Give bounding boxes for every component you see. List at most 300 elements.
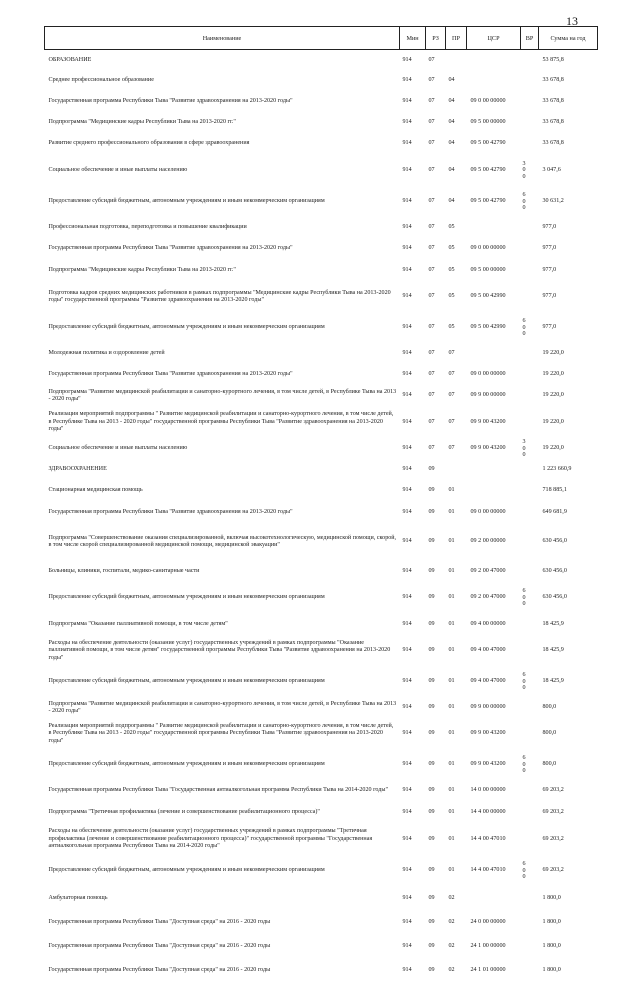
cell-sum: 69 203,2 <box>542 787 564 794</box>
cell-sum: 3 047,6 <box>542 166 561 173</box>
cell-name: Подпрограмма "Третичная профилактика (лечение и совершенствование реабилитационного процесса)" <box>48 808 320 815</box>
cell-vr <box>521 218 539 239</box>
table-row <box>45 113 598 134</box>
table-row <box>45 719 598 750</box>
cell-vr <box>521 802 539 824</box>
cell-vr <box>521 935 539 959</box>
header-sum: Сумма на год <box>539 27 598 50</box>
cell-rz: 07 <box>428 245 435 252</box>
cell-name: Государственная программа Республики Тыва "Доступная среда" на 2016 - 2020 годы <box>48 918 271 925</box>
cell-pr: 07 <box>448 418 455 425</box>
cell-pr: 05 <box>448 293 455 300</box>
cell-rz: 09 <box>428 835 435 842</box>
cell-name: Государственная программа Республики Тыва "Развитие здравоохранения на 2013-2020 годы" <box>48 98 293 105</box>
header-csr: ЦСР <box>467 27 521 50</box>
cell-pr: 01 <box>448 808 455 815</box>
cell-min: 914 <box>402 567 412 574</box>
cell-csr: 09 4 00 00000 <box>470 620 506 627</box>
table-row <box>45 502 598 524</box>
cell-sum: 19 220,0 <box>542 350 564 357</box>
cell-csr: 09 5 00 42990 <box>470 293 506 300</box>
cell-name: Молодежная политика и оздоровление детей <box>48 350 165 357</box>
cell-csr <box>467 481 521 502</box>
cell-rz: 09 <box>428 730 435 737</box>
cell-rz: 09 <box>428 787 435 794</box>
cell-sum: 977,0 <box>542 324 557 331</box>
cell-vr <box>521 698 539 719</box>
cell-csr <box>467 71 521 92</box>
cell-min: 914 <box>402 487 412 494</box>
cell-min: 914 <box>402 445 412 452</box>
cell-min: 914 <box>402 808 412 815</box>
cell-vr <box>521 113 539 134</box>
cell-pr: 05 <box>448 245 455 252</box>
cell-pr <box>446 460 467 481</box>
cell-pr: 01 <box>448 761 455 768</box>
cell-name: Предоставление субсидий бюджетным, автономным учреждениям и иным некоммерческим организациям <box>48 594 325 601</box>
table-row <box>45 583 598 614</box>
table-row <box>45 959 598 983</box>
cell-csr: 14 4 00 00000 <box>470 808 506 815</box>
cell-pr: 02 <box>448 966 455 973</box>
cell-csr <box>467 218 521 239</box>
cell-pr: 04 <box>448 140 455 147</box>
cell-vr <box>521 502 539 524</box>
cell-rz: 07 <box>428 140 435 147</box>
cell-name: Подпрограмма "Медицинские кадры Республики Тыва на 2013-2020 гг." <box>48 119 236 126</box>
cell-csr: 09 9 00 00000 <box>470 392 506 399</box>
table-row <box>45 386 598 407</box>
cell-name: Социальное обеспечение и иные выплаты населению <box>48 445 188 452</box>
header-vr: ВР <box>521 27 539 50</box>
table-row <box>45 667 598 698</box>
cell-csr: 09 0 00 00000 <box>470 98 506 105</box>
budget-table-container <box>44 26 597 983</box>
cell-min: 914 <box>402 942 412 949</box>
table-row <box>45 282 598 313</box>
cell-sum: 69 203,2 <box>542 867 564 874</box>
cell-sum: 69 203,2 <box>542 835 564 842</box>
table-row <box>45 92 598 113</box>
cell-min: 914 <box>402 56 412 63</box>
cell-min: 914 <box>402 140 412 147</box>
table-row <box>45 856 598 887</box>
cell-name: Подпрограмма "Медицинские кадры Республики Тыва на 2013-2020 гг." <box>48 266 236 273</box>
cell-pr: 04 <box>448 198 455 205</box>
cell-name: Государственная программа Республики Тыва "Доступная среда" на 2016 - 2020 годы <box>48 942 271 949</box>
cell-vr <box>521 386 539 407</box>
cell-vr: 600 <box>522 318 526 338</box>
cell-sum: 630 456,0 <box>542 538 567 545</box>
table-row <box>45 344 598 365</box>
cell-pr: 02 <box>448 894 455 901</box>
cell-csr: 09 9 00 43200 <box>470 730 506 737</box>
table-row <box>45 239 598 260</box>
cell-min: 914 <box>402 894 412 901</box>
cell-csr: 14 4 00 47010 <box>470 867 506 874</box>
cell-min: 914 <box>402 538 412 545</box>
cell-pr: 05 <box>448 324 455 331</box>
cell-name: Государственная программа Республики Тыва "Развитие здравоохранения на 2013-2020 годы" <box>48 508 293 515</box>
cell-rz: 07 <box>428 324 435 331</box>
cell-pr: 04 <box>448 119 455 126</box>
table-row <box>45 260 598 282</box>
table-body <box>45 50 598 983</box>
cell-pr: 01 <box>448 704 455 711</box>
cell-sum: 800,0 <box>542 761 557 768</box>
cell-sum: 977,0 <box>542 245 557 252</box>
cell-rz: 09 <box>428 761 435 768</box>
cell-name: Социальное обеспечение и иные выплаты населению <box>48 166 188 173</box>
cell-csr: 09 5 00 42790 <box>470 198 506 205</box>
table-row <box>45 481 598 502</box>
cell-pr <box>446 50 467 71</box>
cell-vr <box>521 50 539 71</box>
table-row <box>45 561 598 583</box>
cell-rz: 09 <box>428 704 435 711</box>
cell-sum: 1 800,0 <box>542 918 561 925</box>
cell-sum: 1 800,0 <box>542 966 561 973</box>
cell-csr: 24 1 01 00000 <box>470 966 506 973</box>
cell-rz: 09 <box>428 466 435 473</box>
cell-csr: 09 5 00 42790 <box>470 166 506 173</box>
cell-name: Реализация мероприятий подпрограммы " Развитие медицинской реабилитации и санаторно-курортного лечения, в том числе детей, в Республике Тыва на 2013 - 2020 годы" государственной программы Республики Тыва "Развитие здравоохранения на 2013-2020 годы" <box>48 411 394 433</box>
table-row <box>45 781 598 802</box>
cell-csr: 09 2 00 47000 <box>470 594 506 601</box>
cell-sum: 19 220,0 <box>542 392 564 399</box>
cell-min: 914 <box>402 678 412 685</box>
cell-rz: 09 <box>428 508 435 515</box>
cell-sum: 1 800,0 <box>542 894 561 901</box>
cell-sum: 800,0 <box>542 704 557 711</box>
cell-pr: 07 <box>448 350 455 357</box>
cell-min: 914 <box>402 704 412 711</box>
cell-csr: 09 5 00 00000 <box>470 119 506 126</box>
cell-min: 914 <box>402 594 412 601</box>
cell-name: Подпрограмма "Развитие медицинской реабилитации и санаторно-курортного лечения, в том числе детей, в Республике Тыва на 2013 - 2020 годы" <box>48 388 397 402</box>
cell-sum: 69 203,2 <box>542 808 564 815</box>
cell-vr: 600 <box>522 192 526 212</box>
cell-name: Среднее профессиональное образование <box>48 77 154 84</box>
cell-rz: 09 <box>428 487 435 494</box>
cell-min: 914 <box>402 508 412 515</box>
cell-name: Государственная программа Республики Тыва "Развитие здравоохранения на 2013-2020 годы" <box>48 371 293 378</box>
cell-vr <box>521 344 539 365</box>
cell-name: Подпрограмма "Оказание паллиативной помощи, в том числе детям" <box>48 620 228 627</box>
cell-name: Предоставление субсидий бюджетным, автономным учреждениям и иным некоммерческим организациям <box>48 198 325 205</box>
cell-min: 914 <box>402 350 412 357</box>
cell-sum: 977,0 <box>542 224 557 231</box>
cell-rz: 09 <box>428 538 435 545</box>
cell-csr: 09 5 00 00000 <box>470 266 506 273</box>
cell-name: Подготовка кадров средних медицинских работников в рамках подпрограммы "Медицинские кадры Республики Тыва на 2013-2020 годы" государственной программы "Развитие здравоохранения на 2013-2020 годы" <box>48 289 391 303</box>
cell-csr: 09 9 00 00000 <box>470 704 506 711</box>
cell-csr: 09 9 00 43200 <box>470 418 506 425</box>
header-pr: ПР <box>446 27 467 50</box>
cell-rz: 07 <box>428 266 435 273</box>
cell-rz: 07 <box>428 56 435 63</box>
table-row <box>45 50 598 71</box>
cell-vr <box>521 365 539 386</box>
cell-vr <box>521 71 539 92</box>
cell-pr: 01 <box>448 678 455 685</box>
cell-vr: 600 <box>522 588 526 608</box>
cell-min: 914 <box>402 166 412 173</box>
cell-vr <box>521 887 539 911</box>
cell-csr: 09 9 00 43200 <box>470 445 506 452</box>
cell-sum: 53 875,8 <box>542 56 564 63</box>
cell-pr: 01 <box>448 835 455 842</box>
cell-csr: 09 5 00 42790 <box>470 140 506 147</box>
cell-name: Расходы на обеспечение деятельности (оказание услуг) государственных учреждений в рамках подпрограммы "Оказание паллиативной помощи, в том числе детям" государственной программы Республики Тыва "Развитие здравоохранения на 2013-2020 годы" <box>48 639 391 661</box>
cell-sum: 977,0 <box>542 293 557 300</box>
cell-vr <box>521 719 539 750</box>
page-number: 13 <box>566 14 578 28</box>
cell-sum: 18 425,9 <box>542 678 564 685</box>
cell-sum: 33 678,8 <box>542 140 564 147</box>
cell-csr: 09 0 00 00000 <box>470 508 506 515</box>
cell-name: Расходы на обеспечение деятельности (оказание услуг) государственных учреждений в рамках подпрограммы "Третичная профилактика (лечение и совершенствование реабилитационного процесса)" государственной программы "Государственная антиалкогольная программа Республики Тыва на 2014-2020 годы" <box>48 828 373 850</box>
cell-name: Предоставление субсидий бюджетным, автономным учреждениям и иным некоммерческим организациям <box>48 678 325 685</box>
table-row <box>45 155 598 187</box>
table-row <box>45 460 598 481</box>
cell-vr: 600 <box>522 861 526 881</box>
cell-rz: 07 <box>428 350 435 357</box>
cell-sum: 30 631,2 <box>542 198 564 205</box>
cell-sum: 800,0 <box>542 730 557 737</box>
table-row <box>45 824 598 856</box>
cell-vr <box>521 824 539 856</box>
cell-min: 914 <box>402 620 412 627</box>
cell-pr: 02 <box>448 918 455 925</box>
cell-vr <box>521 282 539 313</box>
table-row <box>45 313 598 344</box>
table-row <box>45 636 598 667</box>
cell-min: 914 <box>402 966 412 973</box>
table-row <box>45 911 598 935</box>
cell-vr <box>521 92 539 113</box>
cell-csr: 09 0 00 00000 <box>470 245 506 252</box>
cell-csr <box>467 887 521 911</box>
cell-min: 914 <box>402 293 412 300</box>
cell-rz: 07 <box>428 392 435 399</box>
table-row <box>45 187 598 218</box>
cell-vr: 600 <box>522 672 526 692</box>
cell-vr <box>521 239 539 260</box>
cell-rz: 09 <box>428 942 435 949</box>
table-row <box>45 750 598 781</box>
cell-sum: 718 885,1 <box>542 487 567 494</box>
cell-min: 914 <box>402 224 412 231</box>
cell-name: Государственная программа Республики Тыва "Доступная среда" на 2016 - 2020 годы <box>48 966 271 973</box>
header-rz: РЗ <box>426 27 446 50</box>
table-row <box>45 439 598 460</box>
cell-min: 914 <box>402 198 412 205</box>
table-row <box>45 218 598 239</box>
cell-rz: 09 <box>428 966 435 973</box>
cell-vr: 600 <box>522 755 526 775</box>
cell-csr: 09 4 00 47000 <box>470 647 506 654</box>
cell-min: 914 <box>402 392 412 399</box>
cell-rz: 07 <box>428 418 435 425</box>
cell-sum: 1 800,0 <box>542 942 561 949</box>
cell-vr <box>521 134 539 155</box>
cell-rz: 07 <box>428 77 435 84</box>
cell-rz: 09 <box>428 808 435 815</box>
cell-vr <box>521 407 539 439</box>
cell-rz: 09 <box>428 647 435 654</box>
cell-min: 914 <box>402 119 412 126</box>
cell-pr: 07 <box>448 371 455 378</box>
cell-min: 914 <box>402 98 412 105</box>
cell-csr: 09 0 00 00000 <box>470 371 506 378</box>
cell-min: 914 <box>402 918 412 925</box>
cell-sum: 630 456,0 <box>542 567 567 574</box>
cell-csr: 09 9 00 43200 <box>470 761 506 768</box>
cell-min: 914 <box>402 867 412 874</box>
table-row <box>45 614 598 636</box>
cell-rz: 07 <box>428 445 435 452</box>
cell-pr: 01 <box>448 508 455 515</box>
cell-rz: 09 <box>428 678 435 685</box>
cell-name: ОБРАЗОВАНИЕ <box>48 56 92 63</box>
cell-min: 914 <box>402 324 412 331</box>
cell-sum: 18 425,9 <box>542 647 564 654</box>
table-row <box>45 524 598 561</box>
cell-name: Государственная программа Республики Тыва "Развитие здравоохранения на 2013-2020 годы" <box>48 245 293 252</box>
cell-rz: 07 <box>428 98 435 105</box>
cell-pr: 07 <box>448 392 455 399</box>
cell-pr: 04 <box>448 77 455 84</box>
cell-min: 914 <box>402 245 412 252</box>
cell-pr: 02 <box>448 942 455 949</box>
cell-sum: 33 678,8 <box>542 119 564 126</box>
cell-vr <box>521 260 539 282</box>
cell-sum: 630 456,0 <box>542 594 567 601</box>
cell-pr: 01 <box>448 594 455 601</box>
cell-name: Подпрограмма "Совершенствование оказания специализированной, включая высокотехнологическую, медицинской помощи, скорой, в том числе скорой специализированной медицинской помощи, медицинской эвакуации" <box>48 534 397 548</box>
cell-sum: 33 678,8 <box>542 98 564 105</box>
cell-min: 914 <box>402 730 412 737</box>
cell-rz: 09 <box>428 620 435 627</box>
cell-name: ЗДРАВООХРАНЕНИЕ <box>48 466 107 473</box>
cell-pr: 07 <box>448 445 455 452</box>
table-header <box>45 27 598 50</box>
cell-rz: 09 <box>428 594 435 601</box>
cell-pr: 01 <box>448 730 455 737</box>
cell-min: 914 <box>402 787 412 794</box>
cell-pr: 01 <box>448 647 455 654</box>
cell-name: Предоставление субсидий бюджетным, автономным учреждениям и иным некоммерческим организациям <box>48 761 325 768</box>
cell-vr <box>521 781 539 802</box>
cell-csr: 09 2 00 00000 <box>470 538 506 545</box>
cell-sum: 33 678,8 <box>542 77 564 84</box>
cell-pr: 05 <box>448 266 455 273</box>
cell-min: 914 <box>402 466 412 473</box>
cell-pr: 01 <box>448 867 455 874</box>
cell-rz: 09 <box>428 567 435 574</box>
cell-min: 914 <box>402 371 412 378</box>
cell-vr <box>521 524 539 561</box>
cell-name: Развитие среднего профессионального образования в сфере здравоохранения <box>48 140 250 147</box>
cell-csr: 09 2 00 47000 <box>470 567 506 574</box>
cell-pr: 04 <box>448 98 455 105</box>
table-row <box>45 407 598 439</box>
cell-csr: 14 0 00 00000 <box>470 787 506 794</box>
cell-vr <box>521 614 539 636</box>
cell-pr: 04 <box>448 166 455 173</box>
budget-table <box>44 26 598 983</box>
cell-csr: 09 5 00 42990 <box>470 324 506 331</box>
cell-pr: 01 <box>448 787 455 794</box>
cell-pr: 01 <box>448 538 455 545</box>
cell-csr: 09 4 00 47000 <box>470 678 506 685</box>
cell-csr: 14 4 00 47010 <box>470 835 506 842</box>
table-row <box>45 802 598 824</box>
cell-csr: 24 0 00 00000 <box>470 918 506 925</box>
cell-sum: 19 220,0 <box>542 371 564 378</box>
cell-vr <box>521 959 539 983</box>
cell-rz: 07 <box>428 224 435 231</box>
cell-min: 914 <box>402 761 412 768</box>
cell-rz: 07 <box>428 198 435 205</box>
table-row <box>45 71 598 92</box>
cell-vr <box>521 636 539 667</box>
cell-name: Больницы, клиники, госпитали, медико-санитарные части <box>48 567 200 574</box>
table-row <box>45 935 598 959</box>
cell-min: 914 <box>402 418 412 425</box>
cell-min: 914 <box>402 835 412 842</box>
cell-name: Государственная программа Республики Тыва "Государственная антиалкогольная программа Республики Тыва на 2014-2020 годы" <box>48 787 388 794</box>
table-row <box>45 134 598 155</box>
cell-rz: 07 <box>428 371 435 378</box>
cell-csr <box>467 50 521 71</box>
cell-vr: 300 <box>522 439 526 459</box>
table-row <box>45 887 598 911</box>
cell-sum: 649 681,9 <box>542 508 567 515</box>
cell-name: Предоставление субсидий бюджетным, автономным учреждениям и иным некоммерческим организациям <box>48 324 325 331</box>
cell-pr: 05 <box>448 224 455 231</box>
cell-sum: 977,0 <box>542 266 557 273</box>
cell-name: Реализация мероприятий подпрограммы " Развитие медицинской реабилитации и санаторно-курортного лечения, в том числе детей, в Республике Тыва на 2013 - 2020 годы" государственной программы Республики Тыва "Развитие здравоохранения на 2013-2020 годы" <box>48 722 394 744</box>
cell-sum: 18 425,9 <box>542 620 564 627</box>
cell-rz: 09 <box>428 918 435 925</box>
cell-pr: 01 <box>448 620 455 627</box>
cell-min: 914 <box>402 77 412 84</box>
header-name: Наименование <box>45 27 400 50</box>
cell-csr: 24 1 00 00000 <box>470 942 506 949</box>
cell-pr: 01 <box>448 567 455 574</box>
cell-sum: 19 220,0 <box>542 445 564 452</box>
cell-vr <box>521 911 539 935</box>
cell-pr: 01 <box>448 487 455 494</box>
cell-name: Профессиональная подготовка, переподготовка и повышение квалификации <box>48 224 247 231</box>
cell-vr <box>521 481 539 502</box>
cell-csr <box>467 344 521 365</box>
cell-name: Подпрограмма "Развитие медицинской реабилитации и санаторно-курортного лечения, в том числе детей, в Республике Тыва на 2013 - 2020 годы" <box>48 700 397 714</box>
table-row <box>45 698 598 719</box>
cell-rz: 09 <box>428 867 435 874</box>
cell-vr: 300 <box>522 160 526 180</box>
cell-vr <box>521 460 539 481</box>
cell-rz: 07 <box>428 166 435 173</box>
cell-rz: 07 <box>428 119 435 126</box>
cell-name: Амбулаторная помощь <box>48 894 108 901</box>
cell-csr <box>467 460 521 481</box>
cell-name: Предоставление субсидий бюджетным, автономным учреждениям и иным некоммерческим организациям <box>48 867 325 874</box>
cell-vr <box>521 561 539 583</box>
cell-sum: 1 223 660,9 <box>542 466 572 473</box>
